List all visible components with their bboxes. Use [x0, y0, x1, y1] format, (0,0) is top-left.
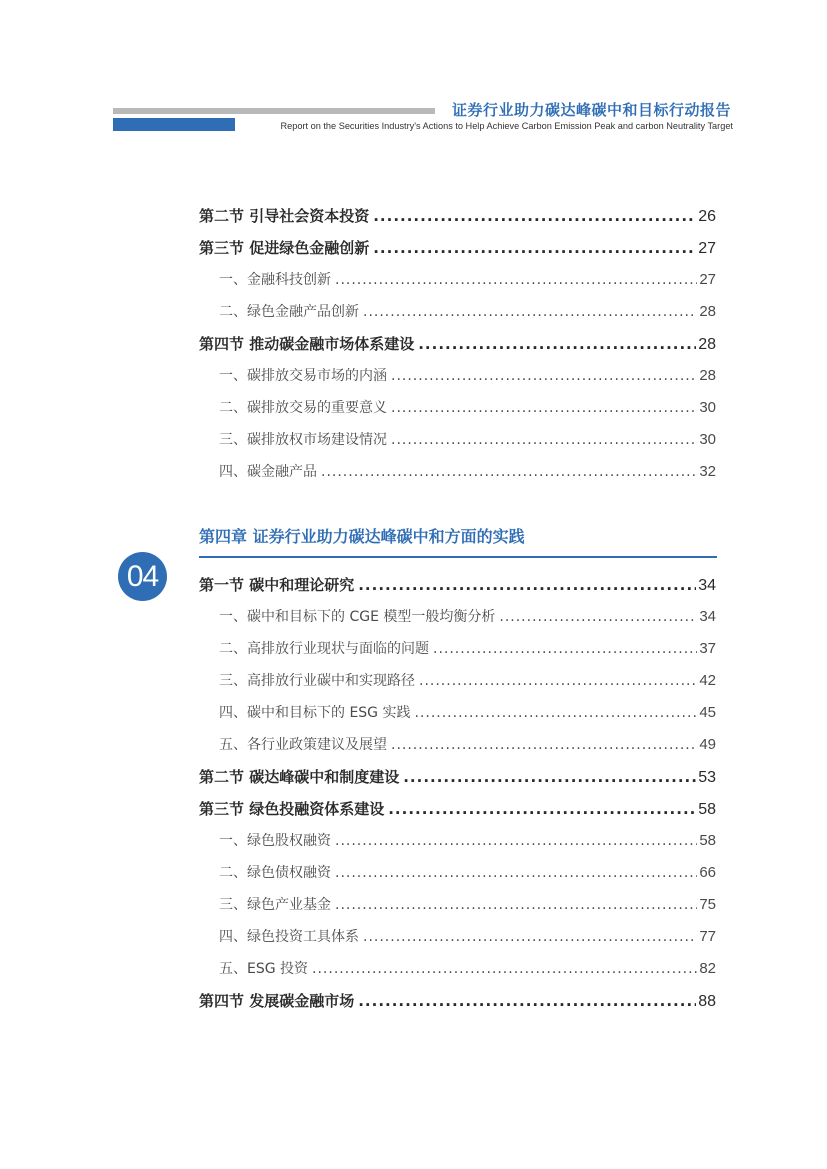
- toc-label: 四、碳中和目标下的 ESG 实践: [219, 705, 411, 721]
- toc-entry-subsection[interactable]: [199, 894, 716, 916]
- toc-label: 一、绿色股权融资: [219, 833, 331, 849]
- toc-leader: [335, 833, 697, 849]
- toc-leader: [419, 673, 697, 689]
- toc-entry-section[interactable]: [199, 333, 716, 355]
- toc-entry-subsection[interactable]: [199, 702, 716, 724]
- toc-leader: [403, 768, 696, 786]
- toc-label: 一、碳中和目标下的 CGE 模型一般均衡分析: [219, 609, 496, 625]
- toc-page: 53: [698, 769, 716, 786]
- toc-entry-section[interactable]: [199, 798, 716, 820]
- toc-leader: [363, 304, 697, 320]
- toc-page: 30: [699, 399, 716, 416]
- toc-page: 32: [699, 463, 716, 480]
- toc-label: 三、高排放行业碳中和实现路径: [219, 673, 415, 689]
- toc-page: 28: [699, 303, 716, 320]
- toc-entry-section[interactable]: [199, 990, 716, 1012]
- toc-leader: [373, 207, 696, 225]
- toc-label: 第一节 碳中和理论研究: [199, 576, 355, 594]
- toc-leader: [335, 272, 697, 288]
- toc-label: 第四节 推动碳金融市场体系建设: [199, 335, 415, 353]
- toc-entry-subsection[interactable]: [199, 862, 716, 884]
- toc-label: 三、碳排放权市场建设情况: [219, 432, 387, 448]
- toc-label: 四、绿色投资工具体系: [219, 929, 359, 945]
- toc-entry-subsection[interactable]: [199, 734, 716, 756]
- toc-leader: [414, 705, 697, 721]
- toc-label: 三、绿色产业基金: [219, 897, 331, 913]
- toc-label: 第三节 绿色投融资体系建设: [199, 800, 385, 818]
- toc-page: 34: [699, 608, 716, 625]
- toc-page: 58: [698, 801, 716, 818]
- toc-leader: [363, 929, 697, 945]
- toc-page: 28: [699, 367, 716, 384]
- toc-page: 27: [699, 271, 716, 288]
- toc-entry-subsection[interactable]: [199, 606, 716, 628]
- toc-entry-section[interactable]: [199, 205, 716, 227]
- toc-label: 一、碳排放交易市场的内涵: [219, 368, 387, 384]
- toc-entry-subsection[interactable]: [199, 301, 716, 323]
- toc-entry-subsection[interactable]: [199, 830, 716, 852]
- toc-leader: [312, 961, 697, 977]
- toc-label: 四、碳金融产品: [219, 464, 317, 480]
- toc-page: 45: [699, 704, 716, 721]
- toc-label: 第四节 发展碳金融市场: [199, 992, 355, 1010]
- toc-entry-subsection[interactable]: [199, 269, 716, 291]
- toc-page: 88: [698, 993, 716, 1010]
- toc-leader: [391, 737, 697, 753]
- toc-label: 五、ESG 投资: [219, 961, 309, 977]
- toc-leader: [321, 464, 697, 480]
- toc-page: 77: [699, 928, 716, 945]
- toc-page: 30: [699, 431, 716, 448]
- toc-page: 58: [699, 832, 716, 849]
- toc-entry-subsection[interactable]: [199, 365, 716, 387]
- report-title: 证券行业助力碳达峰碳中和目标行动报告: [451, 101, 731, 119]
- toc-entry-section[interactable]: [199, 574, 716, 596]
- toc-entry-subsection[interactable]: [199, 638, 716, 660]
- toc-entry-subsection[interactable]: [199, 429, 716, 451]
- toc-leader: [335, 897, 697, 913]
- header-gray-bar: [113, 108, 435, 114]
- toc-label: 二、绿色金融产品创新: [219, 304, 359, 320]
- toc-leader: [391, 368, 697, 384]
- toc-leader: [358, 576, 696, 594]
- toc-page: 28: [698, 336, 716, 353]
- toc-entry-subsection[interactable]: [199, 926, 716, 948]
- header-blue-bar: [113, 118, 235, 131]
- toc-page: 26: [698, 208, 716, 225]
- toc-label: 二、高排放行业现状与面临的问题: [219, 641, 429, 657]
- toc-page: 27: [698, 240, 716, 257]
- toc-leader: [391, 432, 697, 448]
- toc-leader: [418, 335, 696, 353]
- toc-page: 37: [699, 640, 716, 657]
- toc-leader: [391, 400, 697, 416]
- toc-label: 第二节 碳达峰碳中和制度建设: [199, 768, 400, 786]
- chapter-divider: [199, 556, 717, 558]
- toc-label: 二、绿色债权融资: [219, 865, 331, 881]
- toc-entry-subsection[interactable]: [199, 670, 716, 692]
- toc-label: 五、各行业政策建议及展望: [219, 737, 387, 753]
- toc-leader: [388, 800, 696, 818]
- toc-leader: [335, 865, 697, 881]
- toc-entry-section[interactable]: [199, 766, 716, 788]
- toc-page: 66: [699, 864, 716, 881]
- report-subtitle: Report on the Securities Industry's Actions to Help Achieve Carbon Emission Peak and carbon Neutrality Target: [280, 121, 733, 131]
- toc-leader: [373, 239, 696, 257]
- toc-label: 一、金融科技创新: [219, 272, 331, 288]
- toc-leader: [499, 609, 697, 625]
- toc-leader: [433, 641, 697, 657]
- toc-page: 42: [699, 672, 716, 689]
- toc-page: 49: [699, 736, 716, 753]
- toc-leader: [358, 992, 696, 1010]
- toc-label: 二、碳排放交易的重要意义: [219, 400, 387, 416]
- chapter-number-badge: 04: [118, 552, 167, 601]
- toc-entry-section[interactable]: [199, 237, 716, 259]
- toc-label: 第三节 促进绿色金融创新: [199, 239, 370, 257]
- toc-page: 82: [699, 960, 716, 977]
- toc-entry-subsection[interactable]: [199, 397, 716, 419]
- toc-entry-subsection[interactable]: [199, 958, 716, 980]
- toc-label: 第二节 引导社会资本投资: [199, 207, 370, 225]
- chapter-title[interactable]: 第四章 证券行业助力碳达峰碳中和方面的实践: [199, 527, 525, 546]
- toc-page: 34: [698, 577, 716, 594]
- toc-entry-subsection[interactable]: [199, 461, 716, 483]
- toc-page: 75: [699, 896, 716, 913]
